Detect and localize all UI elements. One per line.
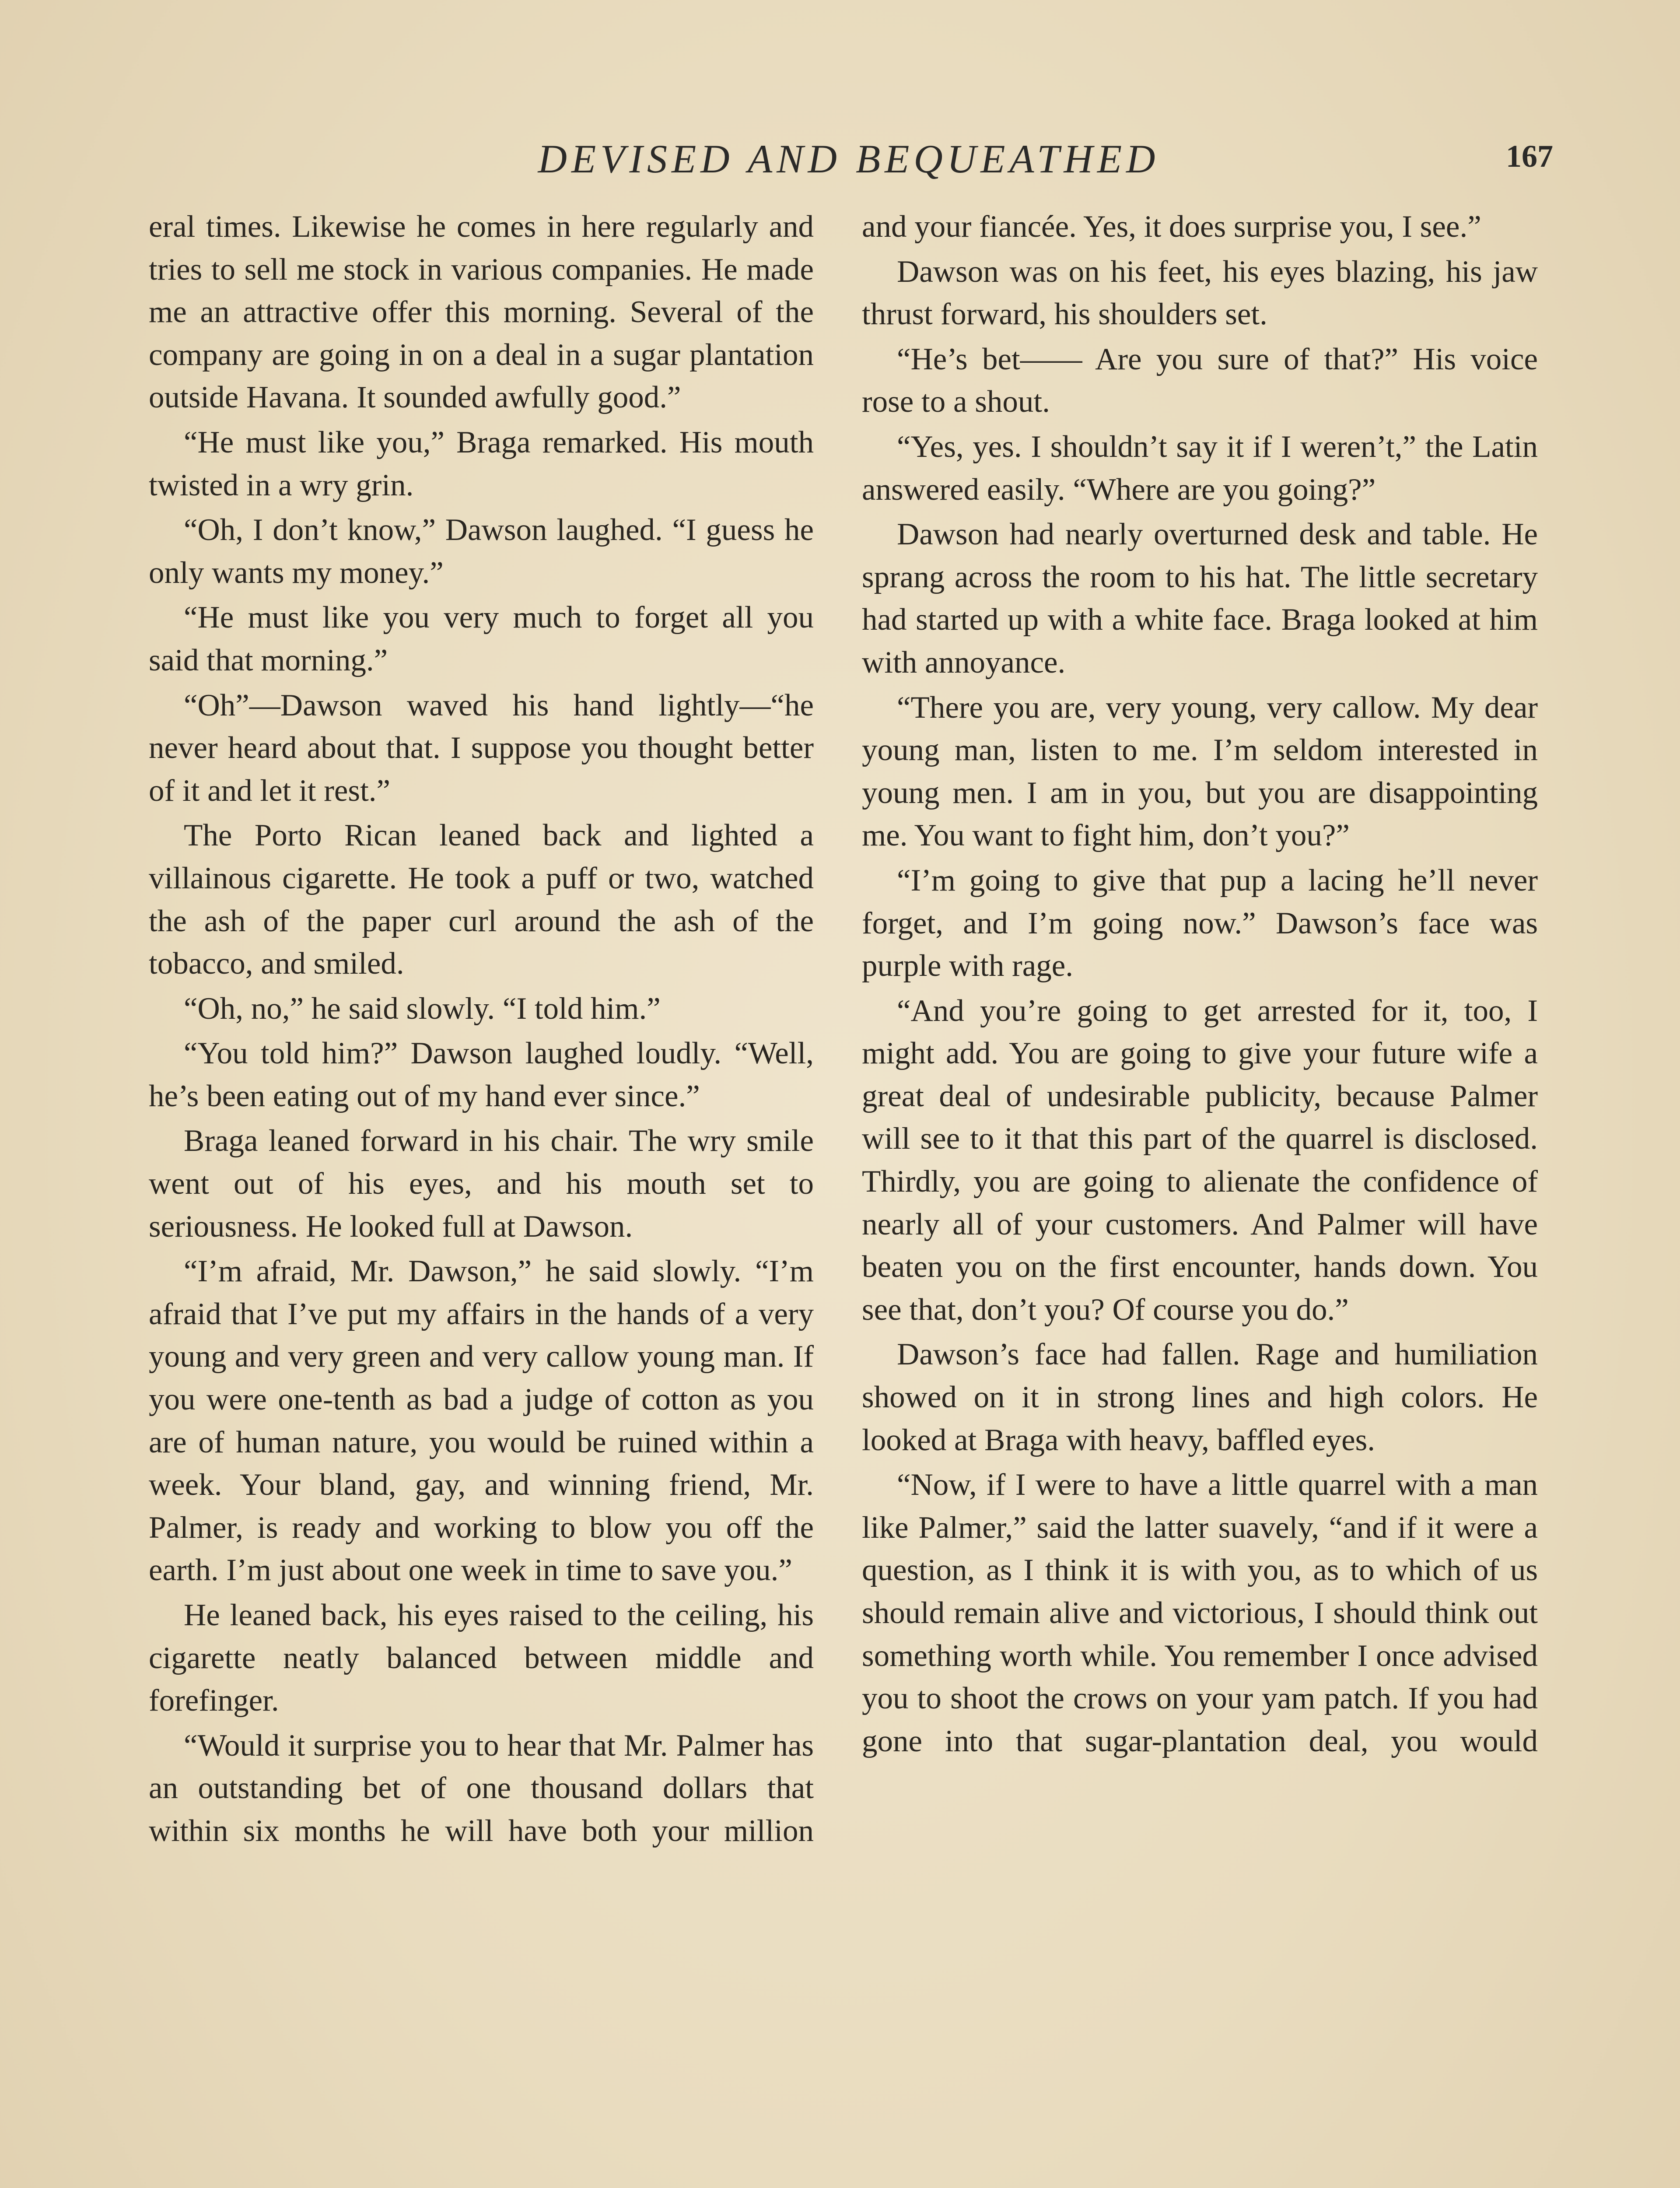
paragraph: “Oh”—Dawson waved his hand lightly—“he never heard about that. I suppose you thought better of it and let it rest.” — [149, 688, 814, 808]
running-title: DEVISED AND BEQUEATHED — [538, 137, 1160, 181]
paragraph: “He must like you very much to forget all you said that morning.” — [149, 600, 814, 677]
left-column — [149, 206, 814, 2188]
paragraph: He leaned back, his eyes raised to the ceiling, his cigarette neatly balanced between middle and forefinger. — [149, 1598, 814, 1718]
paragraph: “I’m going to give that pup a lacing he’ll never forget, and I’m going now.” Dawson’s face was purple with rage. — [862, 863, 1538, 983]
right-column — [862, 206, 1538, 2188]
paragraph: Dawson’s face had fallen. Rage and humiliation showed on it in strong lines and high colors. He looked at Braga with heavy, baffled eyes. — [862, 1337, 1538, 1457]
paragraph: “He’s bet—— Are you sure of that?” His voice rose to a shout. — [862, 342, 1538, 419]
paragraph: and your fiancée. Yes, it does surprise you, I see.” — [862, 210, 1481, 244]
paragraph: “Yes, yes. I shouldn’t say it if I weren’t,” the Latin answered easily. “Where are you going?” — [862, 429, 1538, 507]
paragraph: “There you are, very young, very callow. My dear young man, listen to me. I’m seldom interested in young men. I am in you, but you are disappointing me. You want to fight him, don’t you?” — [862, 690, 1538, 853]
paragraph: “He must like you,” Braga remarked. His mouth twisted in a wry grin. — [149, 425, 814, 502]
page-header — [144, 131, 1553, 193]
paragraph: “You told him?” Dawson laughed loudly. “Well, he’s been eating out of my hand ever since.” — [149, 1036, 814, 1113]
paragraph: “Now, if I were to have a little quarrel with a man like Palmer,” said the latter suavely, “and if it were a question, as I think it is with you, as to which of us should remain alive and victorious, I should think out something worth while. You remember I once advised you to shoot the crows on your yam patch. If you had gone into that sugar-plantation deal, you would — [862, 1468, 1538, 1758]
paragraph: Dawson was on his feet, his eyes blazing, his jaw thrust forward, his shoulders set. — [862, 254, 1538, 332]
paragraph: “I’m afraid, Mr. Dawson,” he said slowly. “I’m afraid that I’ve put my affairs in the hands of a very young and very green and very callow young man. If you were one-tenth as bad a judge of cotton as you are of human nature, you would be ruined within a week. Your bland, gay, and winning friend, Mr. Palmer, is ready and working to blow you off the earth. I’m just about one week in time to save you.” — [149, 1254, 814, 1588]
paragraph: Braga leaned forward in his chair. The wry smile went out of his eyes, and his mouth set to seriousness. He looked full at Dawson. — [149, 1124, 814, 1244]
paragraph: “And you’re going to get arrested for it, too, I might add. You are going to give your future wife a great deal of undesirable publicity, because Palmer will see to it that this part of the quarrel is disclosed. Thirdly, you are going to alienate the confidence of nearly all of your customers. And Palmer will have beaten you on the first encounter, hands down. You see that, don’t you? Of course you do.” — [862, 993, 1538, 1327]
paragraph: eral times. Likewise he comes in here regularly and tries to sell me stock in various companies. He made me an attractive offer this morning. Several of the company are going in on a deal in a sugar plantation outside Havana. It sounded awfully good.” — [149, 210, 814, 415]
paragraph: Dawson had nearly overturned desk and table. He sprang across the room to his hat. The little secretary had started up with a white face. Braga looked at him with annoyance. — [862, 517, 1538, 680]
paragraph: “Would it surprise you to hear that Mr. Palmer has an outstanding bet of one thousand dollars that within six months he will have both your million — [149, 1728, 814, 1848]
page-number: 167 — [1506, 139, 1553, 174]
paragraph: “Oh, I don’t know,” Dawson laughed. “I guess he only wants my money.” — [149, 513, 814, 590]
paragraph: “Oh, no,” he said slowly. “I told him.” — [184, 991, 661, 1026]
paragraph: The Porto Rican leaned back and lighted a villainous cigarette. He took a puff or two, watched the ash of the paper curl around the ash of the tobacco, and smiled. — [149, 818, 814, 981]
